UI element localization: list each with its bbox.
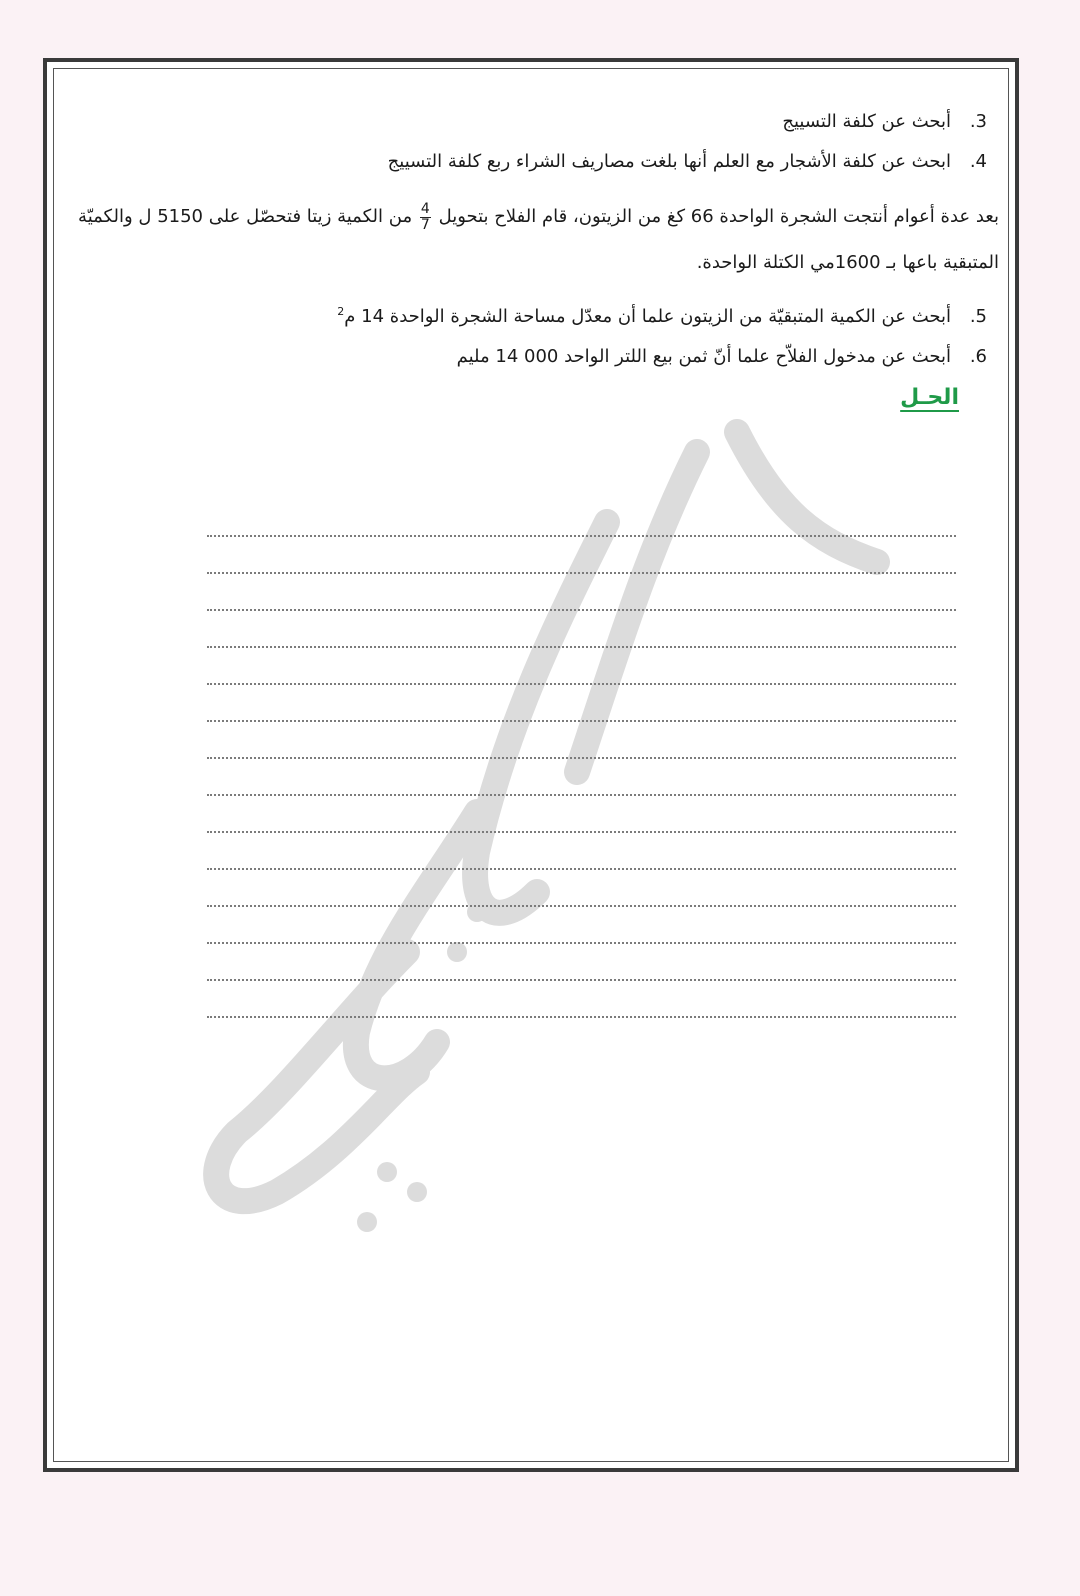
solution-heading: الحـل: [900, 385, 959, 410]
question-5: [77, 292, 987, 337]
answer-line[interactable]: [207, 907, 956, 944]
question-text: [337, 292, 951, 337]
question-number: 4.: [969, 151, 987, 172]
question-text-body: أبحث عن الكمية المتبقيّة من الزيتون علما أن معدّل مساحة الشجرة الواحدة 14 م: [344, 306, 951, 327]
fraction-numerator: 4: [420, 200, 430, 217]
superscript: 2: [337, 305, 345, 318]
question-number: 5.: [969, 306, 987, 327]
question-text: ابحث عن كلفة الأشجار مع العلم أنها بلغت مصاريف الشراء ربع كلفة التسييج: [387, 151, 951, 172]
answer-lines: [207, 500, 956, 1018]
answer-line[interactable]: [207, 833, 956, 870]
question-4: [77, 142, 987, 182]
answer-line[interactable]: [207, 944, 956, 981]
answer-line[interactable]: [207, 981, 956, 1018]
question-3: [77, 102, 987, 142]
fraction-denominator: 7: [420, 216, 430, 233]
answer-line[interactable]: [207, 759, 956, 796]
paragraph-text-end: من الكمية زيتا فتحصّل على 5150 ل والكميّة المتبقية باعها بـ 1600مي الكتلة الواحدة.: [78, 206, 999, 273]
answer-line[interactable]: [207, 796, 956, 833]
answer-line[interactable]: [207, 500, 956, 537]
question-text: أبحث عن كلفة التسييج: [782, 111, 951, 132]
worksheet-content: [77, 102, 999, 410]
answer-line[interactable]: [207, 611, 956, 648]
answer-line[interactable]: [207, 648, 956, 685]
fraction: [420, 202, 431, 233]
paragraph-text-start: بعد عدة أعوام أنتجت الشجرة الواحدة 66 كغ من الزيتون، قام الفلاح بتحويل: [438, 206, 999, 227]
worksheet-page: [43, 58, 1019, 1472]
answer-line[interactable]: [207, 574, 956, 611]
answer-line[interactable]: [207, 870, 956, 907]
question-number: 6.: [969, 346, 987, 367]
question-6: [77, 337, 987, 377]
question-number: 3.: [969, 111, 987, 132]
answer-line[interactable]: [207, 685, 956, 722]
question-text: أبحث عن مدخول الفلاّح علما أنّ ثمن بيع اللتر الواحد 000 14 مليم: [456, 346, 951, 367]
answer-line[interactable]: [207, 722, 956, 759]
answer-line[interactable]: [207, 537, 956, 574]
problem-paragraph: [77, 194, 999, 286]
